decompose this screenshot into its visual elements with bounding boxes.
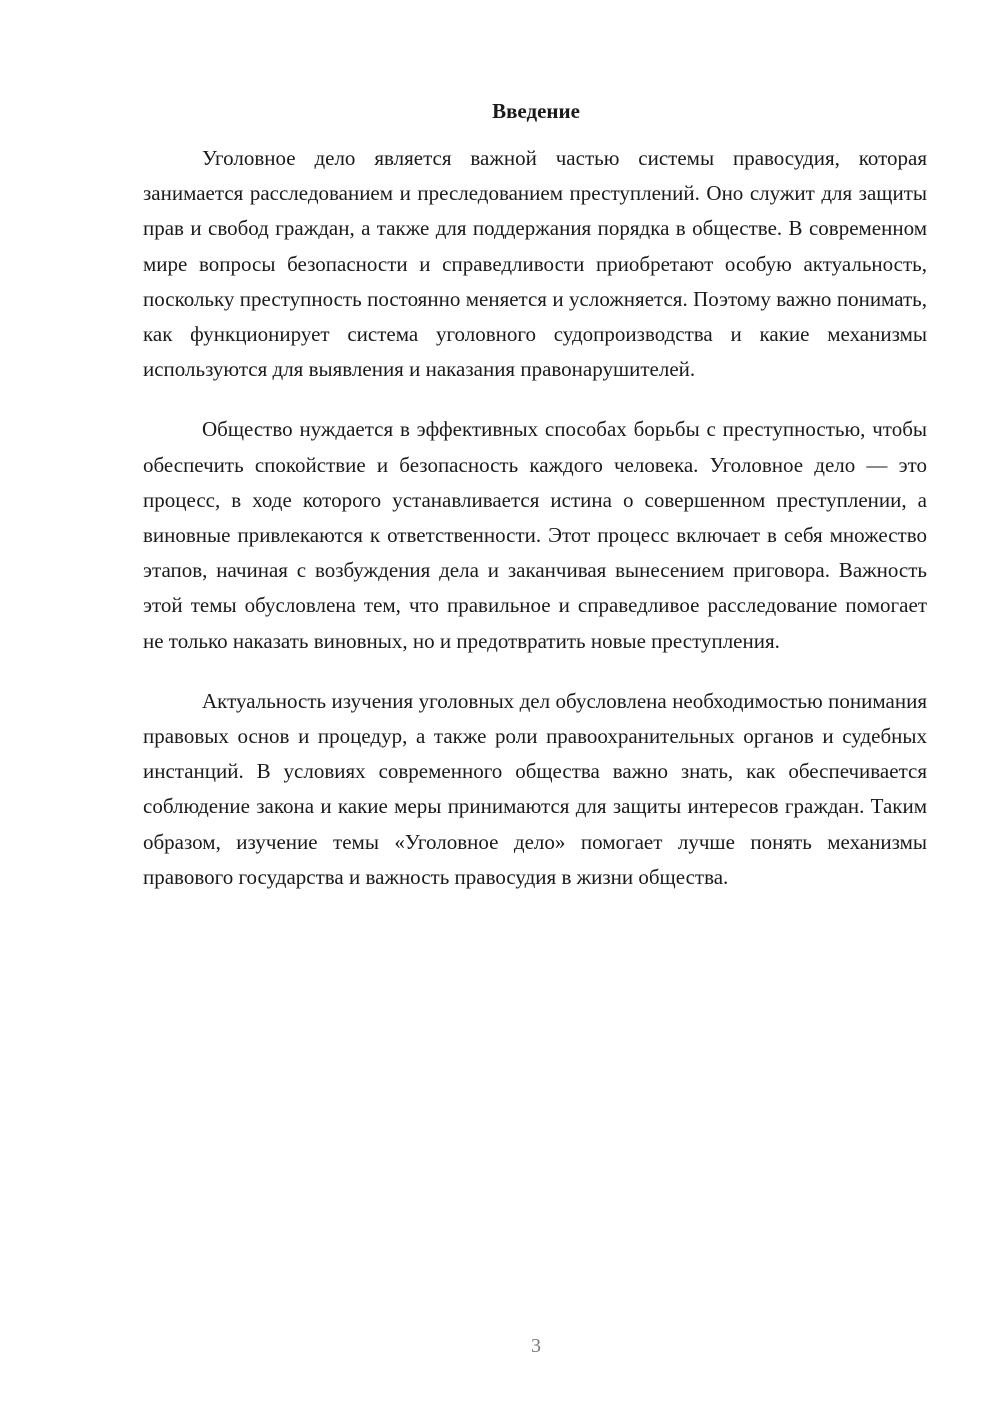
paragraph-2: Общество нуждается в эффективных способах борьбы с преступностью, чтобы обеспечить спокойствие и безопасность каждого человека. Уголовное дело — это процесс, в ходе которого устанавливается истина о совершенном преступлении, а виновные привлекаются к ответственности. Этот процесс включает в себя множество этапов, начиная с возбуждения дела и заканчивая вынесением приговора. Важность этой темы обусловлена тем, что правильное и справедливое расследование помогает не только наказать виновных, но и предотвратить новые преступления. bbox=[143, 417, 927, 653]
body-text bbox=[143, 141, 927, 920]
paragraph-3: Актуальность изучения уголовных дел обусловлена необходимостью понимания правовых основ и процедур, а также роли правоохранительных органов и судебных инстанций. В условиях современного общества важно знать, как обеспечивается соблюдение закона и какие меры принимаются для защиты интересов граждан. Таким образом, изучение темы «Уголовное дело» помогает лучше понять механизмы правового государства и важность правосудия в жизни общества. bbox=[143, 688, 927, 889]
section-heading: Введение bbox=[492, 99, 580, 123]
paragraph-1: Уголовное дело является важной частью системы правосудия, которая занимается расследованием и преследованием преступлений. Оно служит для защиты прав и свобод граждан, а также для поддержания порядка в обществе. В современном мире вопросы безопасности и справедливости приобретают особую актуальность, поскольку преступность постоянно меняется и усложняется. Поэтому важно понимать, как функционирует система уголовного судопроизводства и какие механизмы используются для выявления и наказания правонарушителей. bbox=[143, 146, 927, 382]
page-number: 3 bbox=[531, 1335, 541, 1357]
